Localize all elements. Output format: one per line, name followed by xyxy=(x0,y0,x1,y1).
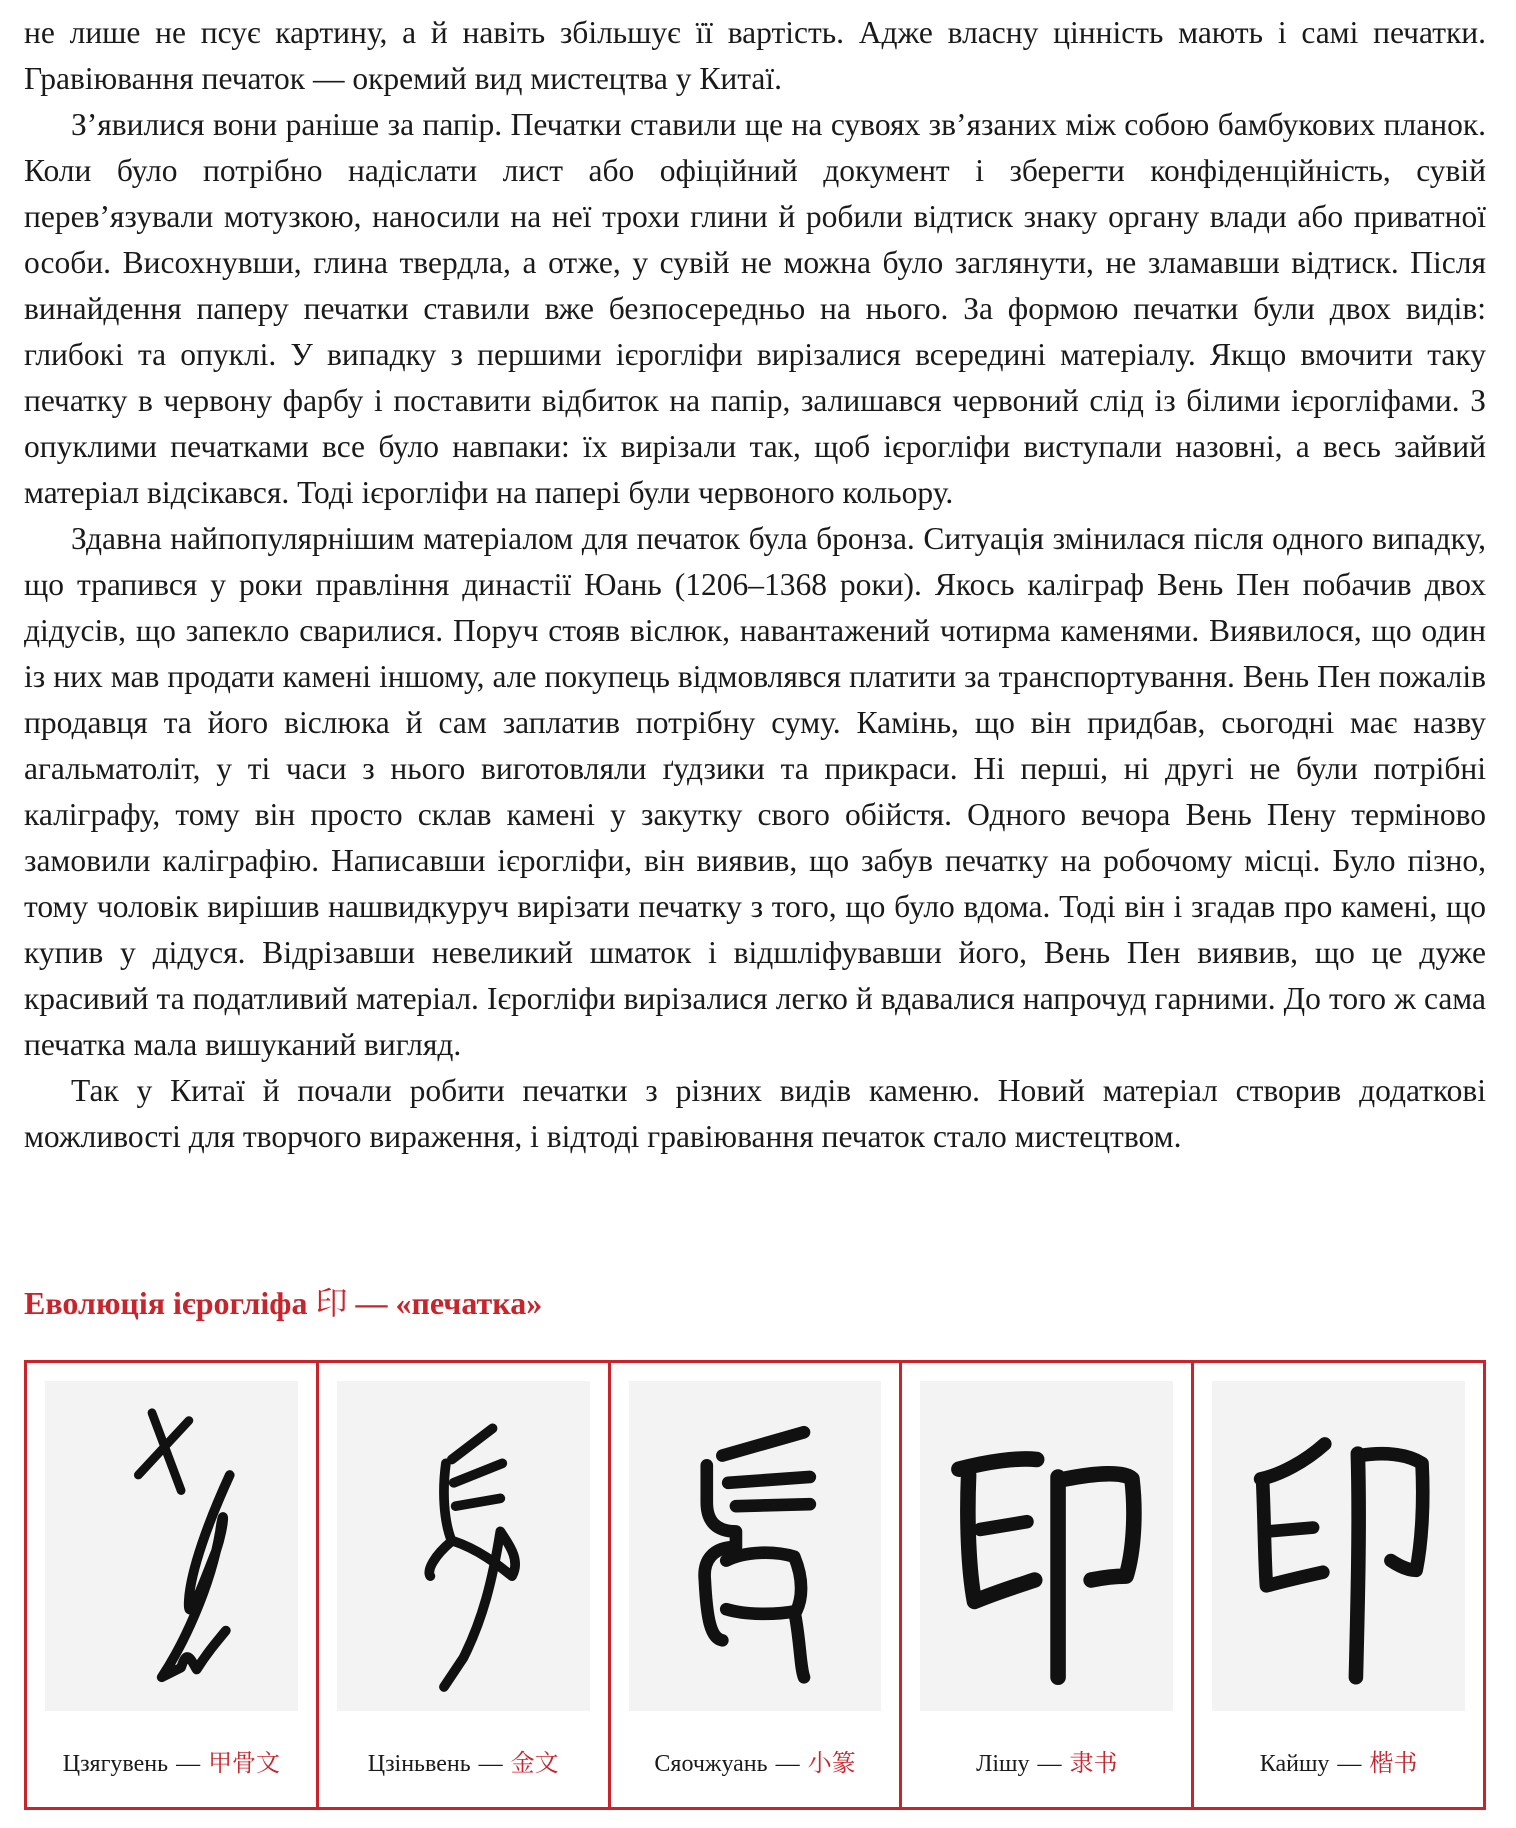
section-title xyxy=(24,1283,542,1323)
caption-lishu: Лішу — 隶书 xyxy=(976,1749,1118,1777)
caption-jiaguwen: Цзягувень — 甲骨文 xyxy=(62,1749,281,1777)
section-title-hanzi: 印 xyxy=(315,1285,348,1321)
section-title-prefix: Еволюція ієрогліфа xyxy=(24,1285,316,1321)
paragraph: не лише не псує картину, а й навіть збільшує її вартість. Адже власну цінність мають і самі печатки. Гравіювання печаток — окремий вид мистецтва у Китаї. xyxy=(24,15,1486,96)
script-cell-jiaguwen xyxy=(27,1363,319,1807)
script-cell-xiaozhuan xyxy=(611,1363,903,1807)
paragraph: Так у Китаї й почали робити печатки з різних видів каменю. Новий матеріал створив додаткові можливості для творчого вираження, і відтоді гравіювання печаток стало мистецтвом. xyxy=(24,1073,1486,1154)
caption-jinwen: Цзіньвень — 金文 xyxy=(367,1749,559,1777)
paragraph: Здавна найпопулярнішим матеріалом для печаток була бронза. Ситуація змінилася після одного випадку, що трапився у роки правління династії Юань (1206–1368 роки). Якось каліграф Вень Пен побачив двох дідусів, що запекло сварилися. Поруч стояв віслюк, навантажений чотирма каменями. Виявилося, що один із них мав продати камені іншому, але покупець відмовлявся платити за транспортування. Вень Пен пожалів продавця та його віслюка й сам заплатив потрібну суму. Камінь, що він придбав, сьогодні має назву агальматоліт, у ті часи з нього виготовляли ґудзики та прикраси. Ні перші, ні другі не були потрібні каліграфу, тому він просто склав камені у закутку свого обійстя. Одного вечора Вень Пену терміново замовили каліграфію. Написавши ієрогліфи, він виявив, що забув печатку на робочому місці. Було пізно, тому чоловік вирішив нашвидкуруч вирізати печатку з того, що було вдома. Тоді він і згадав про камені, що купив у дідуся. Відрізавши невеликий шматок і відшліфувавши його, Вень Пен виявив, що це дуже красивий та податливий матеріал. Ієрогліфи вирізалися легко й вдавалися напрочуд гарними. До того ж сама печатка мала вишуканий вигляд. xyxy=(24,521,1486,1062)
kaishu-seal-glyph xyxy=(1212,1381,1465,1711)
jiaguwen-seal-glyph xyxy=(45,1381,298,1711)
section-title-suffix: — «печатка» xyxy=(347,1285,543,1321)
paragraph: З’явилися вони раніше за папір. Печатки ставили ще на сувоях зв’язаних між собою бамбукових планок. Коли було потрібно надіслати лист або офіційний документ і зберегти конфіденційність, сувій перев’язували мотузкою, наносили на неї трохи глини й робили відтиск знаку органу влади або приватної особи. Висохнувши, глина твердла, а отже, у сувій не можна було заглянути, не зламавши відтиск. Після винайдення паперу печатки ставили вже безпосередньо на нього. За формою печатки були двох видів: глибокі та опуклі. У випадку з першими ієрогліфи вирізалися всередині матеріалу. Якщо вмочити таку печатку в червону фарбу і поставити відбиток на папір, залишався червоний слід із білими ієрогліфами. З опуклими печатками все було навпаки: їх вирізали так, щоб ієрогліфи виступали назовні, а весь зайвий матеріал відсікався. Тоді ієрогліфи на папері були червоного кольору. xyxy=(24,107,1486,510)
caption-kaishu: Кайшу — 楷书 xyxy=(1259,1749,1418,1777)
jinwen-seal-glyph xyxy=(337,1381,590,1711)
glyph-evolution-table xyxy=(24,1360,1486,1810)
lishu-seal-glyph xyxy=(920,1381,1173,1711)
script-cell-lishu xyxy=(902,1363,1194,1807)
xiaozhuan-seal-glyph xyxy=(629,1381,882,1711)
script-cell-kaishu xyxy=(1194,1363,1483,1807)
body-text xyxy=(24,10,1486,1160)
caption-xiaozhuan: Сяочжуань — 小篆 xyxy=(654,1749,856,1777)
script-cell-jinwen xyxy=(319,1363,611,1807)
